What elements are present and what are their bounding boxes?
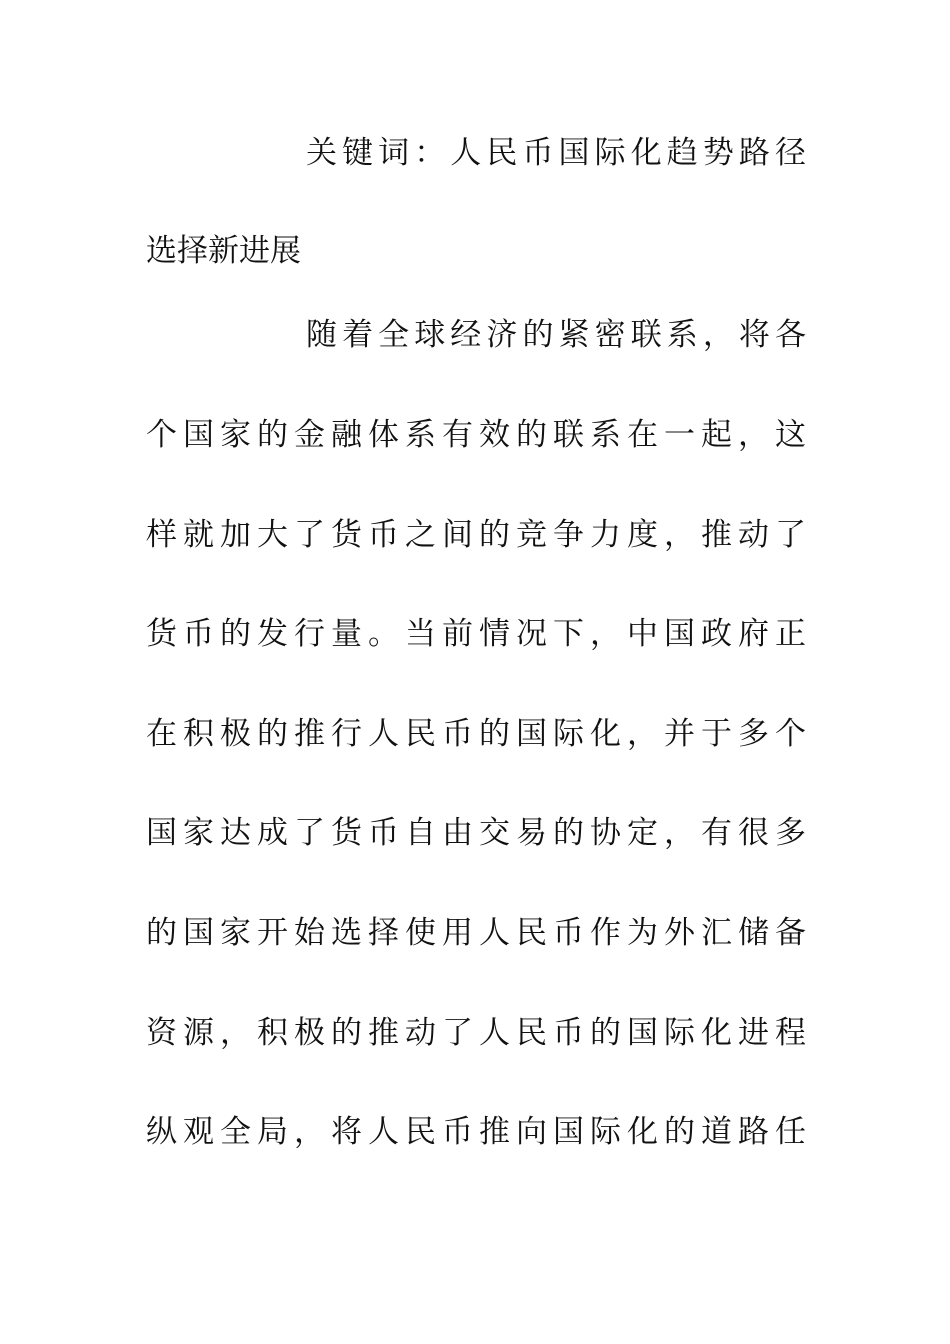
- paragraph-line: 货币的发行量。当前情况下，中国政府正: [146, 616, 806, 652]
- paragraph-line: 纵观全局，将人民币推向国际化的道路任: [146, 1114, 806, 1150]
- paragraph-line: 个国家的金融体系有效的联系在一起，这: [146, 417, 806, 453]
- paragraph-line: 的国家开始选择使用人民币作为外汇储备: [146, 915, 806, 951]
- paragraph-line: 随着全球经济的紧密联系，将各: [306, 317, 806, 353]
- paragraph-line: 资源，积极的推动了人民币的国际化进程: [146, 1015, 806, 1051]
- paragraph-line: 国家达成了货币自由交易的协定，有很多: [146, 815, 806, 851]
- paragraph-line: 在积极的推行人民币的国际化，并于多个: [146, 716, 806, 752]
- keywords-line-continued: 选择新进展: [146, 233, 301, 269]
- keywords-line: 关键词：人民币国际化趋势路径: [306, 135, 806, 171]
- paragraph-line: 样就加大了货币之间的竞争力度，推动了: [146, 517, 806, 553]
